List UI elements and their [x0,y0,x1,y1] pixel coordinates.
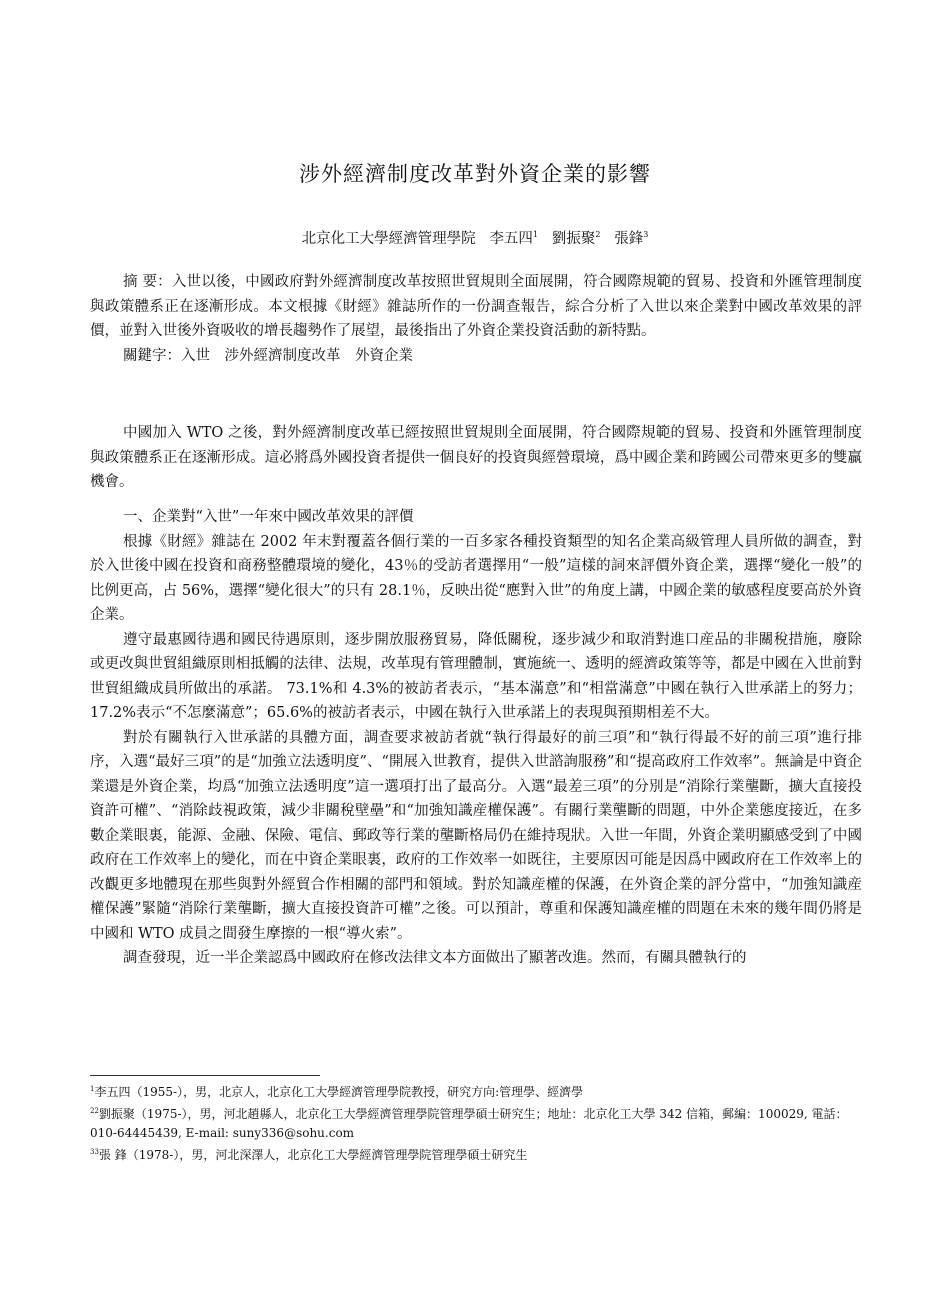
footnote-1-mark: 1 [90,1085,95,1093]
footnote-3-text: 張 鋒（1978-），男，河北深澤人，北京化工大學經濟管理學院管理學碩士研究生 [98,1148,528,1162]
author-1: 李五四 [489,231,533,247]
footnote-1-text: 李五四（1955-），男，北京人，北京化工大學經濟管理學院教授，研究方向:管理學、經濟學 [94,1085,584,1099]
footnote-2-mark: 22 [90,1107,99,1115]
intro-block [90,421,862,495]
footnote-1 [90,1080,865,1102]
author-3-footnote-mark: 3 [643,230,649,239]
section-1-paragraph-3: 對於有關執行入世承諾的具體方面，調查要求被訪者就“執行得最好的前三項”和“執行得最不好的前三項”進行排序，入選“最好三項”的是“加強立法透明度”、“開展入世教育，提供入世諮詢服務”和“提高政府工作效率”。無論是中資企業還是外資企業，均爲“加強立法透明度”這一選項打出了最高分。入選“最差三項”的分別是“消除行業壟斷，擴大直接投資許可權”、“消除歧視政策，減少非關稅壁壘”和“加強知識産權保護”。有關行業壟斷的問題，中外企業態度接近，在多數企業眼裏，能源、金融、保險、電信、郵政等行業的壟斷格局仍在維持現狀。入世一年間，外資企業明顯感受到了中國政府在工作效率上的變化，而在中資企業眼裏，政府的工作效率一如既往，主要原因可能是因爲中國政府在工作效率上的改觀更多地體現在那些與對外經貿合作相關的部門和領域。對於知識産權的保護，在外資企業的評分當中，“加強知識産權保護”緊隨“消除行業壟斷，擴大直接投資許可權”之後。可以預計，尊重和保護知識産權的問題在未來的幾年間仍將是中國和 WTO 成員之間發生摩擦的一根“導火索”。 [90,729,862,942]
footnote-3-mark: 33 [90,1148,99,1156]
section-1-paragraph-4: 調查發現，近一半企業認爲中國政府在修改法律文本方面做出了顯著改進。然而，有關具體執行的 [123,950,747,966]
footnote-2-text: 劉振聚（1975-），男，河北趙縣人，北京化工大學經濟管理學院管理學碩士研究生；地址：北京化工大學 342 信箱，郵編：100029, 電話：010-64445439, E-mail: suny336@sohu.com [90,1107,848,1140]
author-2-footnote-mark: 2 [595,230,601,239]
paper-title: 涉外經濟制度改革對外資企業的影響 [299,162,651,186]
footnote-divider [90,1075,320,1076]
section-1-paragraph-1: 根據《財經》雜誌在 2002 年末對覆蓋各個行業的一百多家各種投資類型的知名企業高級管理人員所做的調查，對於入世後中國在投資和商務整體環境的變化，43％的受訪者選擇用“一般”這樣的詞來評價外資企業，選擇“變化一般”的比例更高，占 56%，選擇“變化很大”的只有 28.1％，反映出從“應對入世”的角度上講，中國企業的敏感程度要高於外資企業。 [90,533,862,623]
footnotes [90,1080,865,1165]
abstract-text: 摘 要：入世以後，中國政府對外經濟制度改革按照世貿規則全面展開，符合國際規範的貿易、投資和外匯管理制度與政策體系正在逐漸形成。本文根據《財經》雜誌所作的一份調查報告，綜合分析了入世以來企業對中國改革效果的評價，並對入世後外資吸收的增長趨勢作了展望，最後指出了外資企業投資活動的新特點。 [90,274,862,339]
author-1-footnote-mark: 1 [532,230,539,239]
author-2: 劉振聚 [551,231,596,247]
author-line [0,227,950,248]
section-1 [90,505,862,971]
footnote-3 [90,1143,865,1165]
author-3: 張鋒 [614,231,644,247]
keywords: 關鍵字：入世 涉外經濟制度改革 外資企業 [123,347,413,364]
affiliation: 北京化工大學經濟管理學院 [301,231,476,247]
section-1-paragraph-2: 遵守最惠國待遇和國民待遇原則，逐步開放服務貿易，降低關稅，逐步減少和取消對進口産品的非關稅措施，廢除或更改與世貿組織原則相抵觸的法律、法規，改革現有管理體制，實施統一、透明的經濟政策等等，都是中國在入世前對世貿組織成員所做出的承諾。 73.1%和 4.3%的被訪者表示，“基本滿意”和“相當滿意”中國在執行入世承諾上的努力；17.2%表示“不怎麼滿意”；65.6%的被訪者表示，中國在執行入世承諾上的表現與預期相差不大。 [90,631,862,721]
intro-paragraph: 中國加入 WTO 之後，對外經濟制度改革已經按照世貿規則全面展開，符合國際規範的貿易、投資和外匯管理制度與政策體系正在逐漸形成。這必將爲外國投資者提供一個良好的投資與經營環境，爲中國企業和跨國公司帶來更多的雙贏機會。 [90,425,862,490]
footnote-2 [90,1102,865,1143]
abstract-block [90,270,862,368]
section-1-heading: 一、企業對“入世”一年來中國改革效果的評價 [123,509,414,525]
